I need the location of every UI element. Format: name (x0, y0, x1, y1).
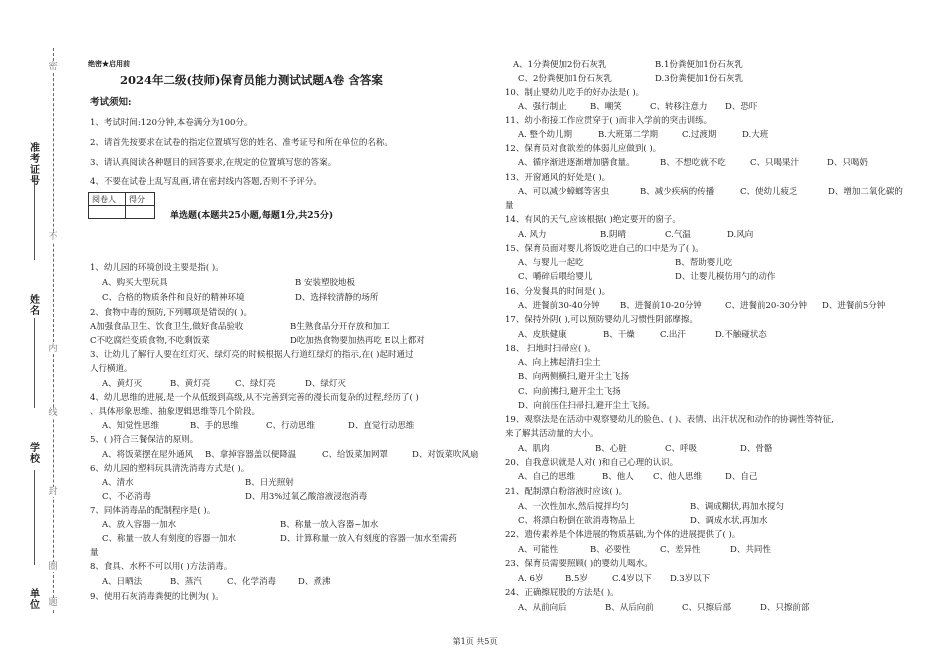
question-line: 24、正确擦屁股的方法是( )。 (505, 588, 619, 598)
question-line: D、骨骼 (740, 444, 773, 454)
binding-label-school: 学校 (30, 443, 40, 465)
question-line: D.大班 (742, 130, 769, 140)
question-line: 10、制止婴幼儿吃手的好办法是( )。 (505, 88, 645, 98)
question-line: B、拿掉容器盖以便降温 (205, 450, 297, 460)
question-line: B、减少疾病的传播 (640, 187, 715, 197)
question-line: B、进餐前10-20分钟 (620, 301, 702, 311)
seal-mark: 密 (48, 62, 58, 72)
question-line: A、皮肤健康 (518, 330, 567, 340)
question-line: A、将饭菜摆在屋外通风 (102, 450, 194, 460)
question-line: 3、让幼儿了解行人要在红灯灭、绿灯亮的时候根据人行道红绿灯的指示,在( )起时通过 (90, 350, 414, 360)
question-line: C、合格的物质条件和良好的精神环境 (102, 293, 245, 303)
seal-mark: 内 (48, 344, 58, 354)
question-line: D.不触碰状态 (715, 330, 767, 340)
question-line: 量 (505, 201, 514, 211)
question-line: A、向上拂起清扫尘土 (518, 358, 601, 368)
question-line: C、称量一放人有刻度的容器一加水 (102, 534, 237, 544)
binding-label-name: 姓名 (30, 295, 40, 317)
question-line: D、共同性 (730, 545, 771, 555)
score-cell[interactable] (126, 206, 155, 219)
question-line: C、差异性 (660, 545, 701, 555)
question-line: A、可以减少蟑螂等害虫 (518, 187, 610, 197)
exam-title: 2024年二级(技师)保育员能力测试试题A卷 含答案 (120, 73, 383, 87)
question-line: 7、同体消毒品的配制程序是( )。 (90, 506, 216, 516)
question-line: 21、配制漂白粉溶液时应该( )。 (505, 487, 628, 497)
question-line: C.气温 (665, 230, 691, 240)
question-line: A、黄灯灭 (102, 379, 143, 389)
question-line: 9、使用石灰消毒粪便的比例为( )。 (90, 592, 224, 602)
question-line: A、肌肉 (518, 444, 550, 454)
question-line: C、2份粪便加1份石灰乳 (518, 74, 612, 84)
question-line: B 安装塑胶地板 (295, 278, 355, 288)
question-line: B、蒸汽 (170, 577, 202, 587)
question-line: D、只喝奶 (827, 158, 868, 168)
notice-3: 3、请认真阅读各种题目的回答要求,在规定的位置填写您的答案。 (90, 158, 337, 168)
seal-mark: 圈 (48, 562, 58, 572)
name-blank (34, 318, 35, 408)
question-line: D、调成水状,再加水 (690, 516, 768, 526)
question-line: 18、 扫地时扫帚应( )。 (505, 344, 596, 354)
question-line: D、只擦前部 (760, 603, 810, 613)
question-line: 20、自我意识就是人对( )和自己心理的认识。 (505, 458, 679, 468)
question-line: B.大班第二学期 (598, 130, 658, 140)
question-line: B、日光照射 (245, 478, 294, 488)
binding-margin (0, 0, 75, 671)
question-line: 4、幼儿思维的进展,是一个从低级到高级,从不完善到完善的漫长而复杂的过程,经历了( ) (90, 393, 419, 403)
question-line: 1、幼儿园的环境创设主要是指( )。 (90, 263, 224, 273)
question-line: D、对饭菜吹风扇 (412, 450, 479, 460)
question-line: D、自己 (725, 472, 758, 482)
question-line: B、不想吃就不吃 (660, 158, 726, 168)
question-line: 23、保育员需要照顾( )的婴幼儿喝水。 (505, 559, 653, 569)
question-line: C、转移注意力 (650, 102, 708, 112)
question-line: A、可能性 (518, 545, 559, 555)
question-line: C、化学消毒 (227, 577, 277, 587)
question-line: D、用3%过氧乙酸溶液浸泡消毒 (245, 492, 368, 502)
question-line: D、向前压住扫帚扫,避开尘土飞扬。 (518, 401, 656, 411)
question-line: D.风向 (727, 230, 754, 240)
question-line: 16、分发餐具的时间是( )。 (505, 287, 611, 297)
seal-mark: 封 (48, 487, 58, 497)
seal-mark: 线 (48, 408, 58, 418)
question-line: A、知觉性思维 (102, 421, 160, 431)
question-line: 、具体形象思维、抽象逻辑思维等几个阶段。 (90, 407, 261, 417)
secret-label: 绝密★启用前 (88, 59, 130, 68)
question-line: B、手的思维 (190, 421, 239, 431)
question-line: A、从前向后 (518, 603, 567, 613)
question-line: B、帮助婴儿吃 (675, 258, 733, 268)
question-line: B、黄灯亮 (170, 379, 211, 389)
question-line: A、进餐前30-40分钟 (518, 301, 600, 311)
question-line: D、增加二氧化碳的 (828, 187, 903, 197)
question-line: C、只擦后部 (682, 603, 732, 613)
question-line: 17、保持外阴( ),可以预防婴幼儿习惯性阴部摩擦。 (505, 315, 698, 325)
grader-cell[interactable] (89, 206, 126, 219)
question-line: 8、食具、水杯不可以用( )方法消毒。 (90, 562, 233, 572)
seal-mark: 不 (48, 232, 58, 242)
question-line: C.出汗 (660, 330, 686, 340)
question-line: D、进餐前5分钟 (822, 301, 886, 311)
question-line: D.3岁以下 (670, 574, 711, 584)
question-line: 15、保育员面对婴儿将饭吃进自己的口中是为了( )。 (505, 244, 704, 254)
question-line: C、给饭菜加网罩 (322, 450, 389, 460)
question-line: B、向两侧横扫,避开尘土飞扬 (518, 372, 629, 382)
question-line: D吃加热食物要加热再吃 E以上都对 (290, 336, 425, 346)
question-line: A、放入容器一加水 (102, 520, 177, 530)
question-line: 量 (90, 548, 99, 558)
binding-label-candidate-no: 准考证号 (30, 143, 40, 187)
question-line: 14、有风的天气,应该根据( )绝定要开的窗子。 (505, 215, 681, 225)
question-line: C、向前拂扫,避开尘土飞扬 (518, 387, 621, 397)
question-line: 6、幼儿园的塑料玩具清洗消毒方式是( )。 (90, 464, 250, 474)
question-line: C、只喝果汁 (750, 158, 800, 168)
question-line: C、绿灯亮 (235, 379, 276, 389)
question-line: B生熟食品分开存放和加工 (290, 322, 390, 332)
question-line: A、循序渐进逐渐增加膳食量。 (518, 158, 635, 168)
question-line: D、计算称量一放入有刻度的容器一加水至需药 (280, 534, 457, 544)
notice-4: 4、不要在试卷上乱写乱画,请在密封线内答题,否则不予评分。 (90, 177, 322, 187)
seal-mark: 题 (48, 598, 58, 608)
question-line: C、将漂白粉倒在欲消毒物品上 (518, 516, 636, 526)
question-line: A、强行制止 (518, 102, 567, 112)
question-line: D、让婴儿模仿用勺的动作 (675, 272, 776, 282)
question-line: A、购买大型玩具 (102, 278, 168, 288)
notice-2: 2、请首先按要求在试卷的指定位置填写您的姓名、准考证号和所在单位的名称。 (90, 138, 393, 148)
notice-heading: 考试须知: (90, 97, 132, 108)
question-line: A、清水 (102, 478, 134, 488)
page-footer: 第1页 共5页 (452, 637, 498, 646)
question-line: B、他人 (602, 472, 634, 482)
question-line: B、干燥 (603, 330, 635, 340)
question-line: 12、保育员对食欲差的体弱儿应做到( )。 (505, 144, 662, 154)
grader-header: 阅卷人 (89, 193, 126, 206)
question-line: 22、遗传素养是个体进展的物质基础,为个体的进展提供了( )。 (505, 530, 741, 540)
question-line: 来了解其活动量的大小。 (505, 429, 599, 439)
question-line: B.阴晴 (600, 230, 626, 240)
question-line: A、1分粪便加2份石灰乳 (513, 60, 607, 70)
question-line: B.5岁 (565, 574, 588, 584)
question-line: A. 风力 (518, 230, 547, 240)
notice-1: 1、考试时间:120分钟,本卷满分为100分。 (90, 118, 253, 128)
question-line: B、必要性 (590, 545, 631, 555)
question-line: A、日晒法 (102, 577, 143, 587)
question-line: C不吃腐烂变质食物,不吃剩饭菜 (90, 336, 210, 346)
question-line: B、嘲笑 (590, 102, 622, 112)
question-line: A. 6岁 (518, 574, 544, 584)
question-line: C、他人思维 (653, 472, 703, 482)
question-line: 11、幼小衔接工作应贯穿于( )而非入学前的突击训练。 (505, 116, 713, 126)
question-line: D、煮沸 (298, 577, 331, 587)
question-line: C.过渡期 (682, 130, 717, 140)
question-line: A、一次性加水,然后搅拌均匀 (518, 502, 629, 512)
question-line: 19、观察法是在活动中观察婴幼儿的脸色、( )、表情、出汗状况和动作的协调性等特征, (505, 415, 834, 425)
candidate-no-blank (34, 175, 35, 260)
question-line: D.3份粪便加1份石灰乳 (655, 74, 744, 84)
question-line: 13、开窗通风的好处是( )。 (505, 173, 611, 183)
question-line: C、行动思维 (266, 421, 316, 431)
question-line: B、调成糊状,再加水搅匀 (690, 502, 784, 512)
question-line: D、选择较清静的场所 (295, 293, 379, 303)
school-blank (34, 470, 35, 565)
question-line: B、从后向前 (605, 603, 654, 613)
question-line: B.1份粪便加1份石灰乳 (655, 60, 743, 70)
question-line: D、直觉行动思维 (348, 421, 415, 431)
question-line: C、进餐前20-30分钟 (725, 301, 808, 311)
score-table (88, 192, 155, 219)
question-line: 5、( )符合三餐保洁的原则。 (90, 435, 199, 445)
question-line: A加强食品卫生、饮食卫生,做好食品验收 (90, 322, 244, 332)
question-line: A. 整个幼儿期 (518, 130, 573, 140)
question-line: 2、食物中毒的预防,下列哪项是错误的( )。 (90, 308, 252, 318)
question-line: 人行横道。 (90, 364, 133, 374)
section-title: 单选题(本题共25小题,每题1分,共25分) (170, 211, 334, 221)
question-line: C、不必消毒 (102, 492, 152, 502)
question-line: D、绿灯灭 (305, 379, 346, 389)
question-line: B、称量一放入容器~加水 (280, 520, 379, 530)
question-line: C.4岁以下 (612, 574, 652, 584)
binding-label-unit: 单位 (30, 589, 40, 611)
question-line: A、与婴儿一起吃 (518, 258, 584, 268)
question-line: A、自己的思维 (518, 472, 576, 482)
seal-line (53, 48, 54, 613)
question-line: B、心脏 (595, 444, 627, 454)
score-header: 得分 (126, 193, 155, 206)
question-line: D、恐吓 (725, 102, 758, 112)
question-line: C、呼吸 (665, 444, 698, 454)
question-line: C、嚼碎后喂给婴儿 (518, 272, 593, 282)
question-line: C、使幼儿疲乏 (740, 187, 798, 197)
